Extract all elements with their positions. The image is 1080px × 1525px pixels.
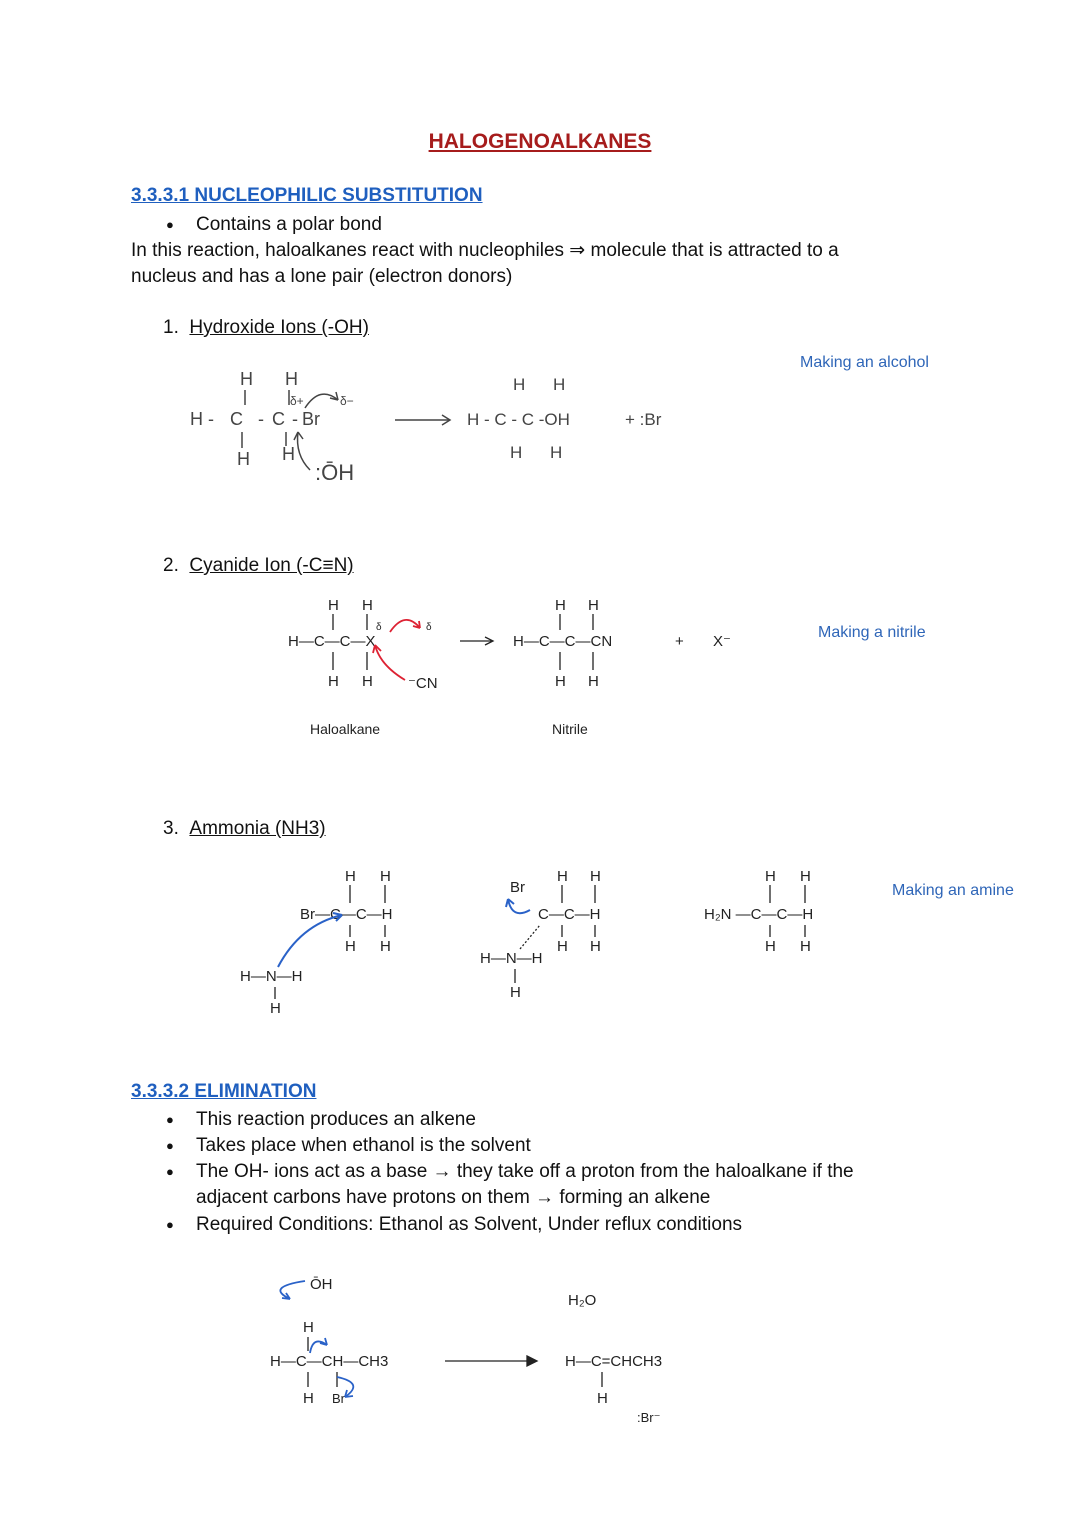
delta-minus: δ− (340, 394, 354, 408)
h-cn-1: H (328, 597, 339, 614)
water-product: H₂O (568, 1292, 597, 1309)
svg-text:H: H (588, 597, 599, 614)
propene-product: H—C=CHCH3 (565, 1353, 663, 1370)
amine-product: H₂N —C—C—H (704, 906, 814, 923)
nitrile-chain: H—C—C—CN (513, 633, 613, 650)
svg-text:H: H (590, 868, 601, 885)
section-heading-elimination[interactable]: 3.3.3.2 ELIMINATION (131, 1081, 317, 1102)
haloalkane-chain: H—C—C—X (288, 633, 376, 650)
note-making-amine: Making an amine (892, 882, 1014, 899)
svg-text:-: - (258, 409, 264, 429)
svg-text:H: H (345, 938, 356, 955)
bromide-ion: + :Br (625, 410, 662, 429)
delta-plus: δ+ (290, 394, 304, 408)
svg-text:H: H (765, 938, 776, 955)
section-heading-nucleophilic-substitution[interactable]: 3.3.3.1 NUCLEOPHILIC SUBSTITUTION (131, 185, 483, 206)
item-label-ammonia: Ammonia (NH3) (189, 818, 326, 839)
leaving-bromine: Br (510, 879, 525, 896)
hydroxide-nucleophile: :ŌH (315, 460, 355, 485)
bromide-elim: :Br⁻ (637, 1410, 661, 1425)
hydroxide-reaction-diagram (180, 360, 720, 495)
cyanide-nucleophile: ⁻CN (408, 675, 438, 692)
svg-text:H -: H - (190, 409, 214, 429)
bullet-required-conditions: ● Required Conditions: Ethanol as Solvent, Under reflux conditions (196, 1212, 742, 1238)
item-label-cyanide: Cyanide Ion (-C≡N) (189, 555, 354, 576)
bullet-ethanol-solvent: ● Takes place when ethanol is the solvent (196, 1133, 531, 1159)
item-number-1: 1. Hydroxide Ions (-OH) (163, 317, 369, 338)
svg-text:H: H (303, 1319, 314, 1336)
svg-text:-: - (292, 409, 298, 429)
h-top-r1: H (513, 375, 526, 394)
item-label-hydroxide: Hydroxide Ions (-OH) (189, 317, 369, 338)
paragraph-line-2: nucleus and has a lone pair (electron donors) (131, 266, 513, 287)
svg-text:H: H (555, 673, 566, 690)
caption-haloalkane: Haloalkane (310, 721, 381, 737)
elimination-reaction-diagram (255, 1265, 715, 1430)
svg-text:H: H (590, 938, 601, 955)
hydroxide-base: ŌH (310, 1276, 333, 1293)
svg-text:H: H (557, 938, 568, 955)
svg-text:H: H (380, 938, 391, 955)
svg-text:H: H (588, 673, 599, 690)
svg-text:H: H (555, 597, 566, 614)
svg-text:H: H (557, 868, 568, 885)
svg-text:δ: δ (376, 622, 382, 633)
h-top-1: H (240, 369, 253, 389)
h-cn-2: H (362, 597, 373, 614)
svg-text:H: H (510, 984, 521, 1001)
svg-text:H: H (345, 868, 356, 885)
h-bottom-2: H (282, 444, 295, 464)
svg-text:H: H (270, 1000, 281, 1017)
h-top-r2: H (553, 375, 566, 394)
h-top-2: H (285, 369, 298, 389)
carbon-1: C (230, 409, 243, 429)
svg-text:H: H (303, 1390, 314, 1407)
bullet-oh-base-continued: adjacent carbons have protons on them → forming an alkene (196, 1187, 711, 1208)
carbon-2: C (272, 409, 285, 429)
note-making-alcohol: Making an alcohol (800, 354, 929, 371)
note-making-nitrile: Making a nitrile (818, 624, 926, 641)
bromopropane-chain: H—C—CH—CH3 (270, 1353, 389, 1370)
ammonia-reaction-diagram (230, 865, 870, 1025)
svg-text:H: H (765, 868, 776, 885)
ammonia-molecule: H—N—H (240, 968, 303, 985)
svg-text:H: H (362, 673, 373, 690)
cyanide-reaction-diagram (280, 590, 760, 700)
alcohol-product: H - C - C -OH (467, 410, 570, 429)
page-title: HALOGENOALKANES (428, 130, 652, 153)
item-number-2: 2. Cyanide Ion (-C≡N) (163, 555, 354, 576)
svg-text:H: H (328, 673, 339, 690)
intermediate-chain: C—C—H (538, 906, 601, 923)
item-number-3: 3. Ammonia (NH3) (163, 818, 326, 839)
paragraph-line-1: In this reaction, haloalkanes react with nucleophiles ⇒ molecule that is attracted to a (131, 240, 839, 261)
h-bottom-r1: H (510, 443, 523, 462)
h-bottom-r2: H (550, 443, 563, 462)
bullet-produces-alkene: ● This reaction produces an alkene (196, 1107, 476, 1133)
bromine-left: Br (302, 409, 320, 429)
h-bottom-1: H (237, 449, 250, 469)
svg-text:+: + (675, 633, 684, 650)
halide-ion: X⁻ (713, 633, 731, 650)
svg-text:H: H (597, 1390, 608, 1407)
svg-text:δ: δ (426, 622, 432, 633)
svg-text:H: H (380, 868, 391, 885)
bullet-polar-bond: ● Contains a polar bond (196, 212, 382, 238)
bromoalkane-chain: Br—C—C—H (300, 906, 393, 923)
svg-text:H: H (800, 938, 811, 955)
bullet-oh-base: ● The OH- ions act as a base → they take off a proton from the haloalkane if the (196, 1159, 854, 1185)
ammonium-group: H—N—H (480, 950, 543, 967)
svg-text:H: H (800, 868, 811, 885)
bromine-elim: Br (332, 1391, 345, 1406)
caption-nitrile: Nitrile (552, 721, 588, 737)
